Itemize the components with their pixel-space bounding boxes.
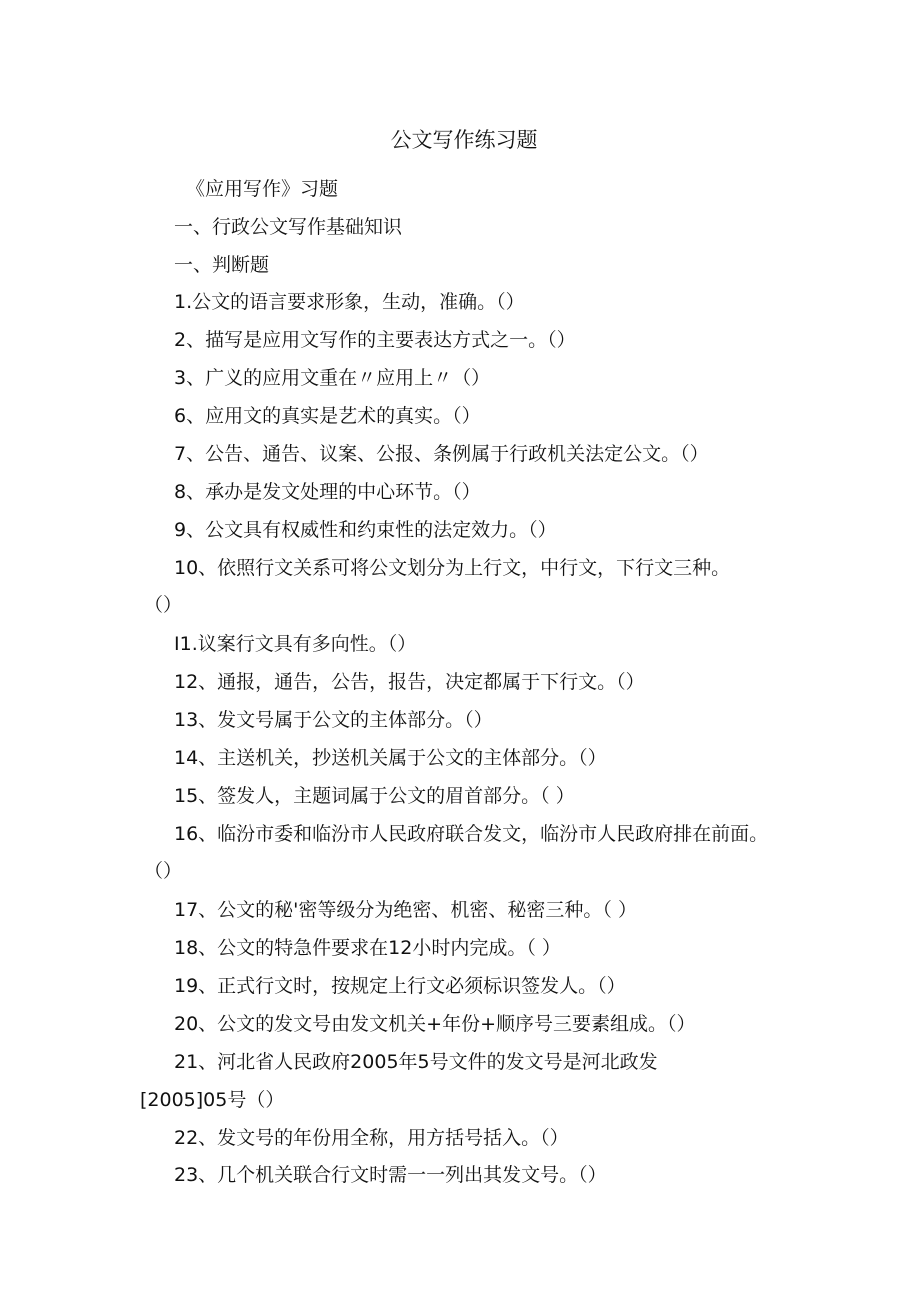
question-item: 17、公文的秘'密等级分为绝密、机密、秘密三种。（ ） bbox=[174, 899, 637, 921]
question-item: 19、正式行文时，按规定上行文必须标识签发人。（） bbox=[174, 975, 626, 997]
question-item: 21、河北省人民政府2005年5号文件的发文号是河北政发 bbox=[174, 1051, 658, 1073]
question-item: 23、几个机关联合行文时需一一列出其发文号。（） bbox=[174, 1164, 607, 1186]
question-item: 13、发文号属于公文的主体部分。（） bbox=[174, 709, 493, 731]
question-item-continuation: （） bbox=[144, 860, 183, 882]
question-item: 3、广义的应用文重在〃应用上〃（） bbox=[174, 367, 491, 389]
question-item: 2、描写是应用文写作的主要表达方式之一。（） bbox=[174, 329, 576, 351]
question-item: 8、承办是发文处理的中心环节。（） bbox=[174, 481, 481, 503]
document-title: 公文写作练习题 bbox=[390, 128, 538, 152]
question-item: 20、公文的发文号由发文机关+年份+顺序号三要素组成。（） bbox=[174, 1013, 696, 1035]
question-item: 22、发文号的年份用全称，用方括号括入。（） bbox=[174, 1127, 569, 1149]
question-item: 7、公告、通告、议案、公报、条例属于行政机关法定公文。（） bbox=[174, 443, 709, 465]
question-item: 1.公文的语言要求形象，生动，准确。（） bbox=[174, 291, 525, 313]
subsection-heading: 一、判断题 bbox=[174, 254, 270, 276]
question-item: 9、公文具有权威性和约束性的法定效力。（） bbox=[174, 519, 557, 541]
document-subtitle: 《应用写作》习题 bbox=[186, 178, 339, 200]
question-item: I1.议案行文具有多向性。（） bbox=[174, 633, 417, 655]
question-item: 18、公文的特急件要求在12小时内完成。（ ） bbox=[174, 937, 561, 959]
question-item-continuation: （） bbox=[144, 594, 183, 616]
question-item: 16、临汾市委和临汾市人民政府联合发文，临汾市人民政府排在前面。 bbox=[174, 823, 769, 845]
section-heading: 一、行政公文写作基础知识 bbox=[174, 216, 403, 238]
question-item: 6、应用文的真实是艺术的真实。（） bbox=[174, 405, 481, 427]
question-item: 12、通报，通告，公告，报告，决定都属于下行文。（） bbox=[174, 671, 645, 693]
question-item: 10、依照行文关系可将公文划分为上行文，中行文，下行文三种。 bbox=[174, 557, 731, 579]
question-item-continuation: [2005]05号（） bbox=[140, 1089, 285, 1111]
question-item: 14、主送机关，抄送机关属于公文的主体部分。（） bbox=[174, 747, 607, 769]
question-item: 15、签发人，主题词属于公文的眉首部分。（ ） bbox=[174, 785, 575, 807]
